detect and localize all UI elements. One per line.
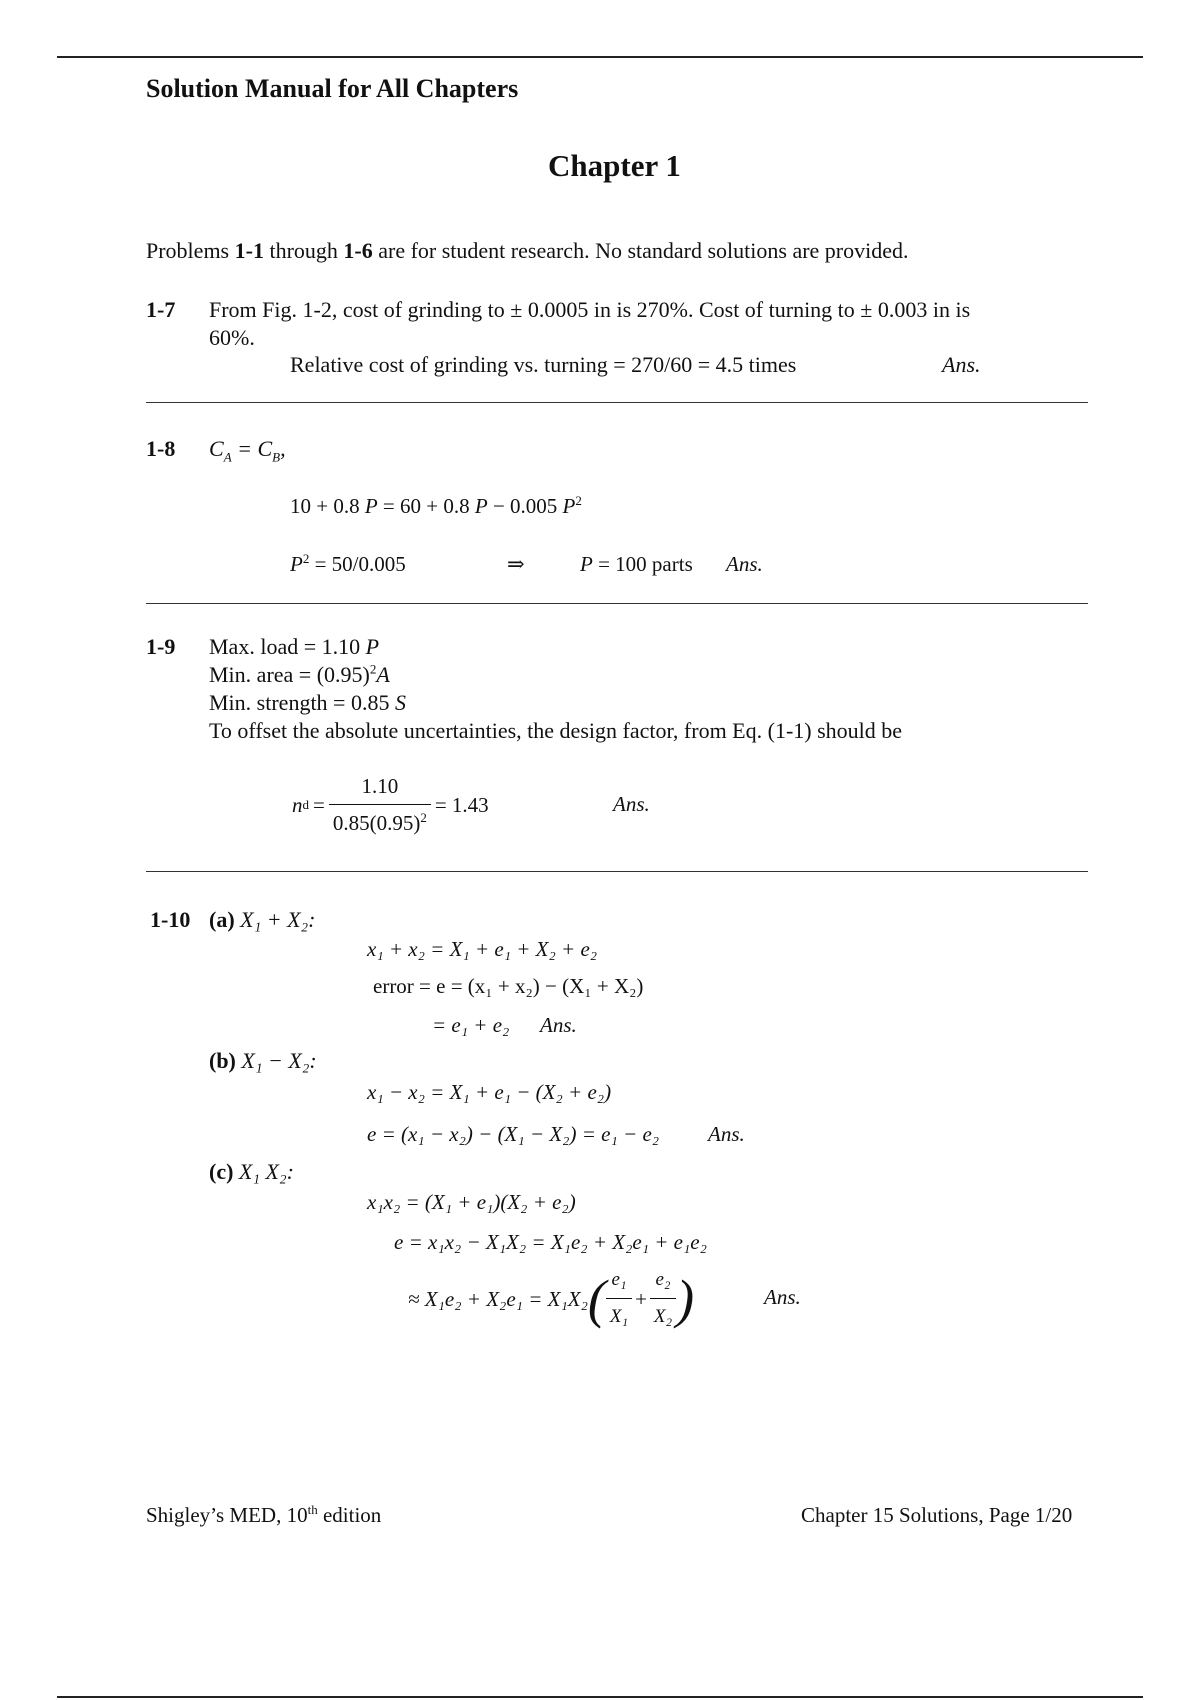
problem-number: 1-7 <box>146 297 176 322</box>
problem-text: Min. strength = 0.85 S <box>209 690 406 715</box>
page-header-title: Solution Manual for All Chapters <box>146 74 519 103</box>
equation: x₁ − x₂ = X₁ + e₁ − (X₂ + e₂) <box>367 1080 612 1104</box>
fraction: $\frac{\text{e₂}}{\text{X₂}}$ <box>650 1266 676 1331</box>
answer-label: Ans. <box>942 352 981 377</box>
section-divider <box>146 603 1088 604</box>
problem-number: 1-10 <box>150 907 191 932</box>
intro-paragraph: Problems 1-1 through 1-6 are for student research. No standard solutions are provided. <box>146 238 909 263</box>
equation: x₁x₂ = (X₁ + e₁)(X₂ + e₂) <box>367 1190 576 1214</box>
equation: P = 100 parts <box>580 552 693 576</box>
equation: x₁ + x₂ = X₁ + e₁ + X₂ + e₂ <box>367 937 598 961</box>
answer-label: Ans. <box>540 1013 577 1037</box>
design-factor-equation: n d = $\frac{1.10}{0.85(0.95)^2}$ = 1.43 <box>292 774 489 835</box>
fraction: $\frac{1.10}{0.85(0.95)^2}$ <box>329 772 431 837</box>
part-label: (b) X₁ − X₂: <box>209 1048 317 1073</box>
equation: $C_A = C_B$, <box>209 436 286 465</box>
equation: e = x₁x₂ − X₁X₂ = X₁e₂ + X₂e₁ + e₁e₂ <box>394 1230 707 1254</box>
chapter-title: Chapter 1 <box>548 148 681 183</box>
part-label: (a) X₁ + X₂: <box>209 907 316 932</box>
problem-text: To offset the absolute uncertainties, the design factor, from Eq. (1-1) should be <box>209 718 903 743</box>
fraction: $\frac{\text{e₁}}{\text{X₁}}$ <box>606 1266 632 1331</box>
equation: ≈ X₁e₂ + X₂e₁ = X₁X₂ ( $\frac{\text{e₁}}{\text{X₁}}$ + $\frac{\text{e₂}}{\text{X₂}}$ ) <box>408 1266 694 1331</box>
section-divider <box>146 402 1088 403</box>
problem-number: 1-8 <box>146 436 176 461</box>
answer-label: Ans. <box>764 1285 801 1309</box>
problem-number: 1-9 <box>146 634 176 659</box>
answer-label: Ans. <box>613 792 650 816</box>
footer-page-info: Chapter 15 Solutions, Page 1/20 <box>801 1503 1073 1527</box>
problem-text: Max. load = 1.10 P <box>209 634 380 659</box>
section-divider <box>146 871 1088 872</box>
implies-icon: ⇒ <box>507 552 525 576</box>
equation: 10 + 0.8 P = 60 + 0.8 P − 0.005 $P^2$ <box>290 493 582 518</box>
problem-text: 60%. <box>209 325 255 350</box>
answer-label: Ans. <box>726 552 763 576</box>
part-label: (c) X₁ X₂: <box>209 1159 294 1184</box>
answer-label: Ans. <box>708 1122 745 1146</box>
top-rule <box>57 56 1143 58</box>
equation: e = (x₁ − x₂) − (X₁ − X₂) = e₁ − e₂ <box>367 1122 660 1146</box>
result-line: Relative cost of grinding vs. turning = 270/60 = 4.5 times <box>290 352 797 377</box>
bottom-rule <box>57 1696 1143 1698</box>
equation: = e₁ + e₂ <box>432 1013 510 1037</box>
footer-edition: Shigley’s MED, 10th edition <box>146 1502 382 1527</box>
problem-text: From Fig. 1-2, cost of grinding to ± 0.0005 in is 270%. Cost of turning to ± 0.003 in is <box>209 297 971 322</box>
equation: error = e = (x₁ + x₂) − (X₁ + X₂) <box>373 974 644 998</box>
equation: $P^2 = 50/0.005$ <box>290 551 406 576</box>
problem-text: Min. area = $(0.95)^2A$ <box>209 661 390 687</box>
